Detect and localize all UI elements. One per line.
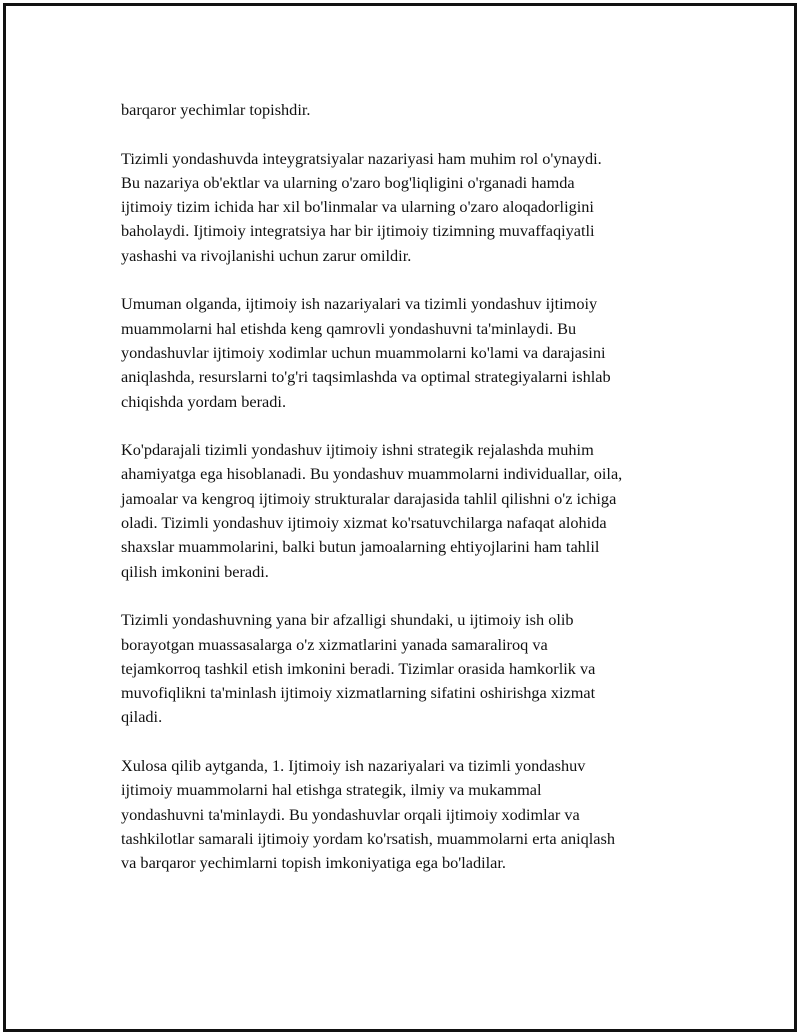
paragraph-multilevel-approach: Ko'pdarajali tizimli yondashuv ijtimoiy ishni strategik rejalashda muhim ahamiyatga ega hisoblanadi. Bu yondashuv muammolarni individuallar, oila, jamoalar va kengroq ijtimoiy strukturalar darajasida tahlil qilishni o'z ichiga oladi. Tizimli yondashuv ijtimoiy xizmat ko'rsatuvchilarga nafaqat alohida shaxslar muammolarini, balki butun jamoalarning ehtiyojlarini ham tahlil qilish imkonini beradi. [121,440,623,581]
paragraph-integration-theory: Tizimli yondashuvda inteygratsiyalar nazariyasi ham muhim rol o'ynaydi. Bu nazariya ob'ektlar va ularning o'zaro bog'liqligini o'rganadi hamda ijtimoiy tizim ichida har xil bo'linmalar va ularning o'zaro aloqadorligini baholaydi. Ijtimoiy integratsiya har bir ijtimoiy tizimning muvaffaqiyatli yashashi va rivojlanishi uchun zarur omildir. [121,148,602,265]
document-page [3,3,797,1032]
document-body [121,98,681,900]
paragraph-general-summary: Umuman olganda, ijtimoiy ish nazariyalari va tizimli yondashuv ijtimoiy muammolarni hal etishda keng qamrovli yondashuvni ta'minlaydi. Bu yondashuvlar ijtimoiy xodimlar uchun muammolarni ko'lami va darajasini aniqlashda, resurslarni to'g'ri taqsimlashda va optimal strategiyalarni ishlab chiqishda yordam beradi. [121,294,611,411]
paragraph-continuation: barqaror yechimlar topishdir. [121,100,311,119]
paragraph-advantages: Tizimli yondashuvning yana bir afzalligi shundaki, u ijtimoiy ish olib borayotgan muassasalarga o'z xizmatlarini yanada samaraliroq va tejamkorroq tashkil etish imkonini beradi. Tizimlar orasida hamkorlik va muvofiqlikni ta'minlash ijtimoiy xizmatlarning sifatini oshirishga xizmat qiladi. [121,610,596,727]
paragraph-conclusion: Xulosa qilib aytganda, 1. Ijtimoiy ish nazariyalari va tizimli yondashuv ijtimoiy muammolarni hal etishga strategik, ilmiy va mukammal yondashuvni ta'minlaydi. Bu yondashuvlar orqali ijtimoiy xodimlar va tashkilotlar samarali ijtimoiy yordam ko'rsatish, muammolarni erta aniqlash va barqaror yechimlarni topish imkoniyatiga ega bo'ladilar. [121,756,615,873]
